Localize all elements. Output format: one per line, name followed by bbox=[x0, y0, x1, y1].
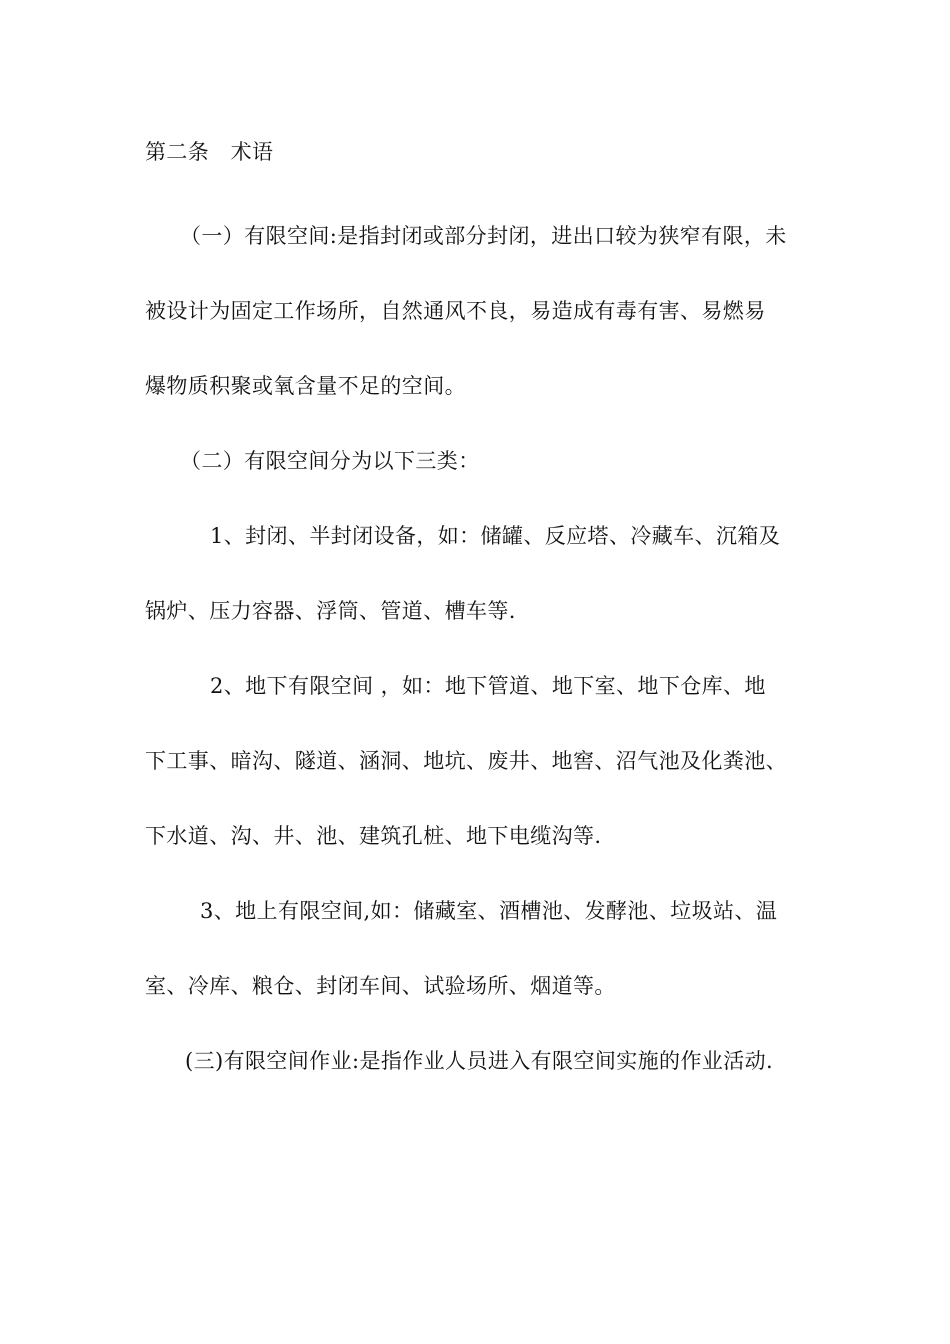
item-1-line-1: 1、封闭、半封闭设备，如：储罐、反应塔、冷藏车、沉箱及 bbox=[210, 524, 781, 548]
item-3-line-1: 3、地上有限空间,如：储藏室、酒槽池、发酵池、垃圾站、温 bbox=[200, 899, 778, 923]
item-1-line-2: 锅炉、压力容器、浮筒、管道、槽车等. bbox=[145, 599, 516, 623]
paragraph-3-line-1: (三)有限空间作业:是指作业人员进入有限空间实施的作业活动. bbox=[185, 1049, 774, 1073]
article-heading: 第二条 术语 bbox=[145, 140, 274, 164]
paragraph-1-line-1: （一）有限空间:是指封闭或部分封闭，进出口较为狭窄有限，未 bbox=[180, 224, 787, 248]
paragraph-1-line-2: 被设计为固定工作场所，自然通风不良，易造成有毒有害、易燃易 bbox=[145, 299, 766, 323]
paragraph-1-line-3: 爆物质积聚或氧含量不足的空间。 bbox=[145, 374, 466, 398]
item-2-line-3: 下水道、沟、井、池、建筑孔桩、地下电缆沟等. bbox=[145, 824, 602, 848]
item-2-line-2: 下工事、暗沟、隧道、涵洞、地坑、废井、地窖、沼气池及化粪池、 bbox=[145, 749, 787, 773]
item-2-line-1: 2、地下有限空间 ，如：地下管道、地下室、地下仓库、地 bbox=[210, 674, 766, 698]
item-3-line-2: 室、冷库、粮仓、封闭车间、试验场所、烟道等。 bbox=[145, 974, 616, 998]
paragraph-2-line-1: （二）有限空间分为以下三类： bbox=[180, 449, 480, 473]
